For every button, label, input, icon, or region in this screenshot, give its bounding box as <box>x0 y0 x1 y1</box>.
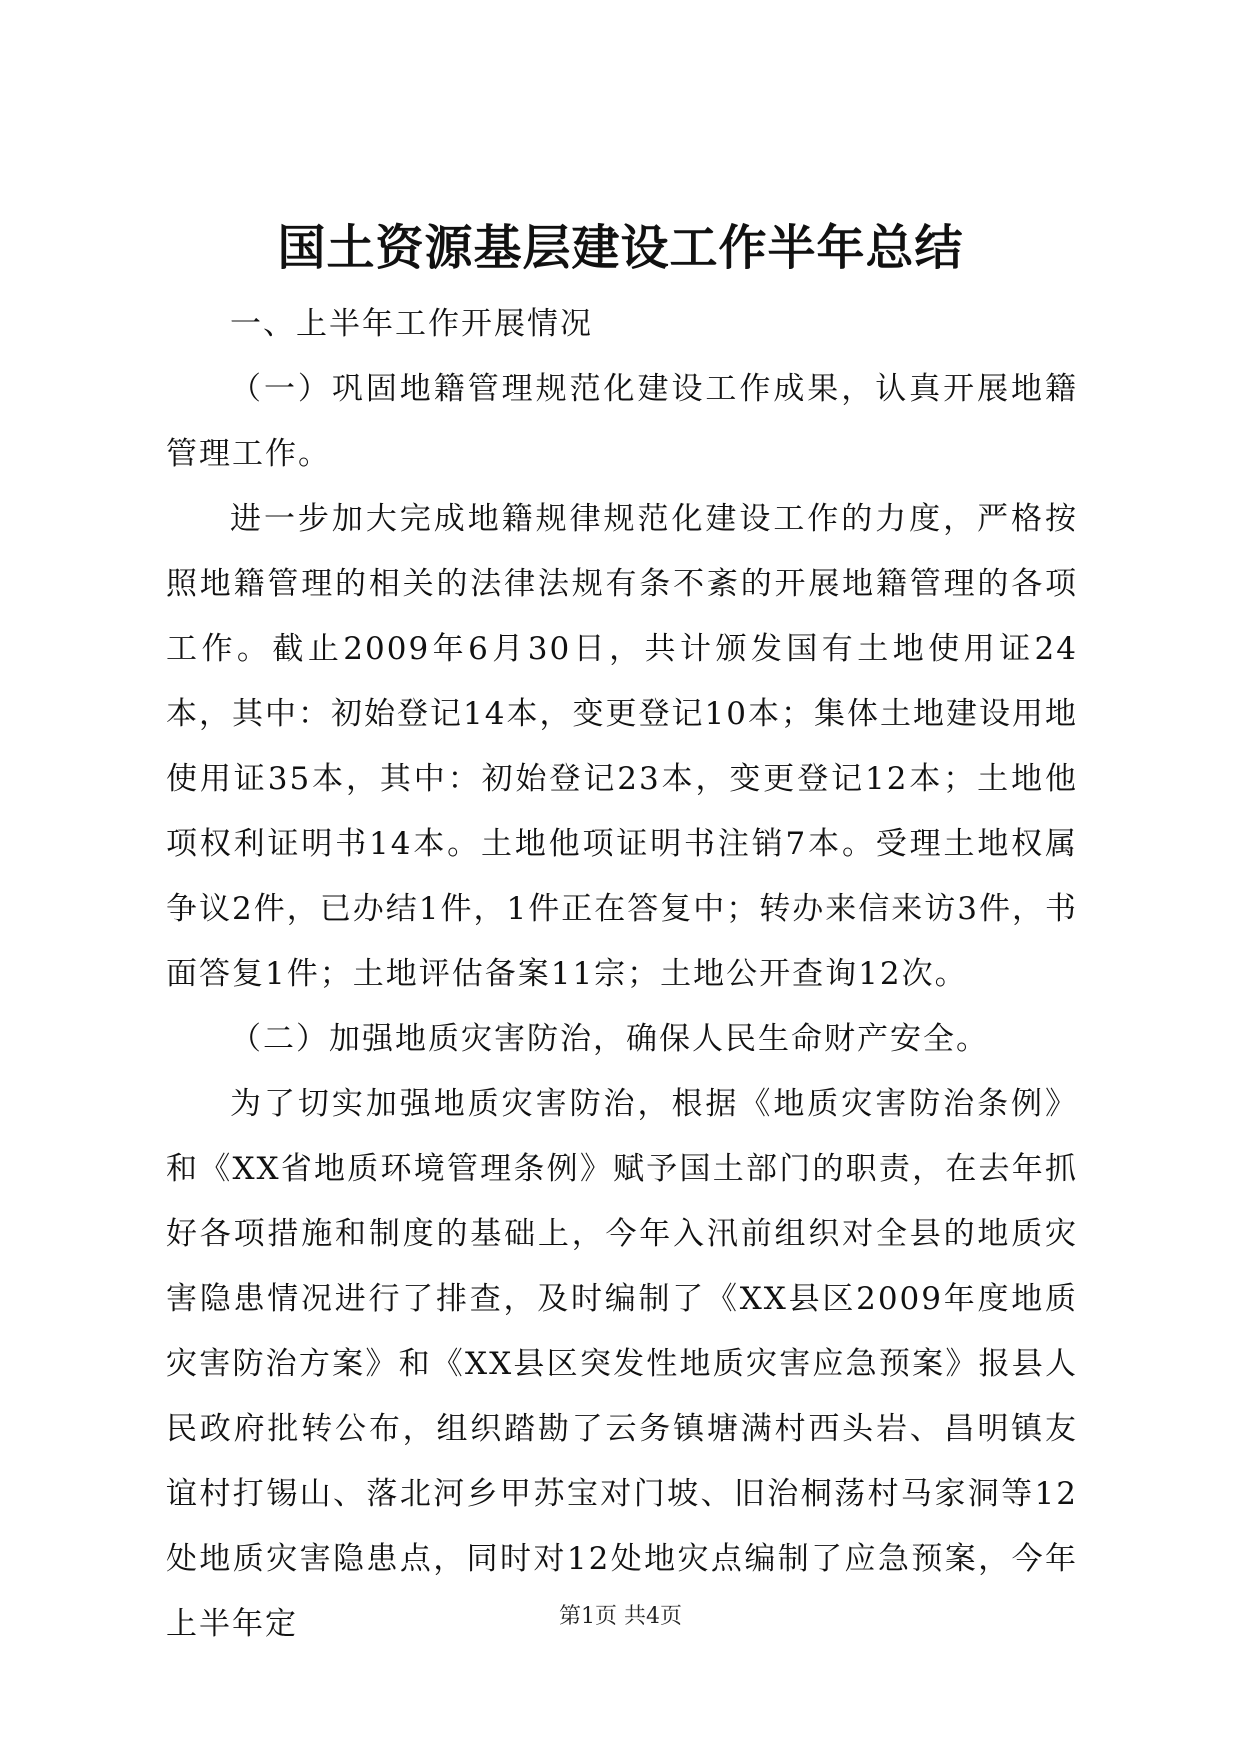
document-body <box>166 292 1078 1657</box>
subsection-heading: （一）巩固地籍管理规范化建设工作成果，认真开展地籍管理工作。 <box>166 371 1078 472</box>
section-heading: 一、上半年工作开展情况 <box>230 306 593 342</box>
subsection-heading: （二）加强地质灾害防治，确保人民生命财产安全。 <box>230 1021 989 1057</box>
body-paragraph: 进一步加大完成地籍规律规范化建设工作的力度，严格按照地籍管理的相关的法律法规有条不紊的开展地籍管理的各项工作。截止2009年6月30日，共计颁发国有土地使用证24本，其中：初始登记14本，变更登记10本；集体土地建设用地使用证35本，其中：初始登记23本，变更登记12本；土地他项权利证明书14本。土地他项证明书注销7本。受理土地权属争议2件，已办结1件，1件正在答复中；转办来信来访3件，书面答复1件；土地评估备案11宗；土地公开查询12次。 <box>166 501 1078 992</box>
document-title: 国土资源基层建设工作半年总结 <box>277 220 964 276</box>
page-number: 第1页 共4页 <box>559 1604 682 1629</box>
body-paragraph: 为了切实加强地质灾害防治，根据《地质灾害防治条例》和《XX省地质环境管理条例》赋予国土部门的职责，在去年抓好各项措施和制度的基础上，今年入汛前组织对全县的地质灾害隐患情况进行了排查，及时编制了《XX县区2009年度地质灾害防治方案》和《XX县区突发性地质灾害应急预案》报县人民政府批转公布，组织踏勘了云务镇塘满村西头岩、昌明镇友谊村打锡山、落北河乡甲苏宝对门坡、旧治桐荡村马家洞等12处地质灾害隐患点，同时对12处地灾点编制了应急预案，今年上半年定 <box>166 1086 1078 1642</box>
